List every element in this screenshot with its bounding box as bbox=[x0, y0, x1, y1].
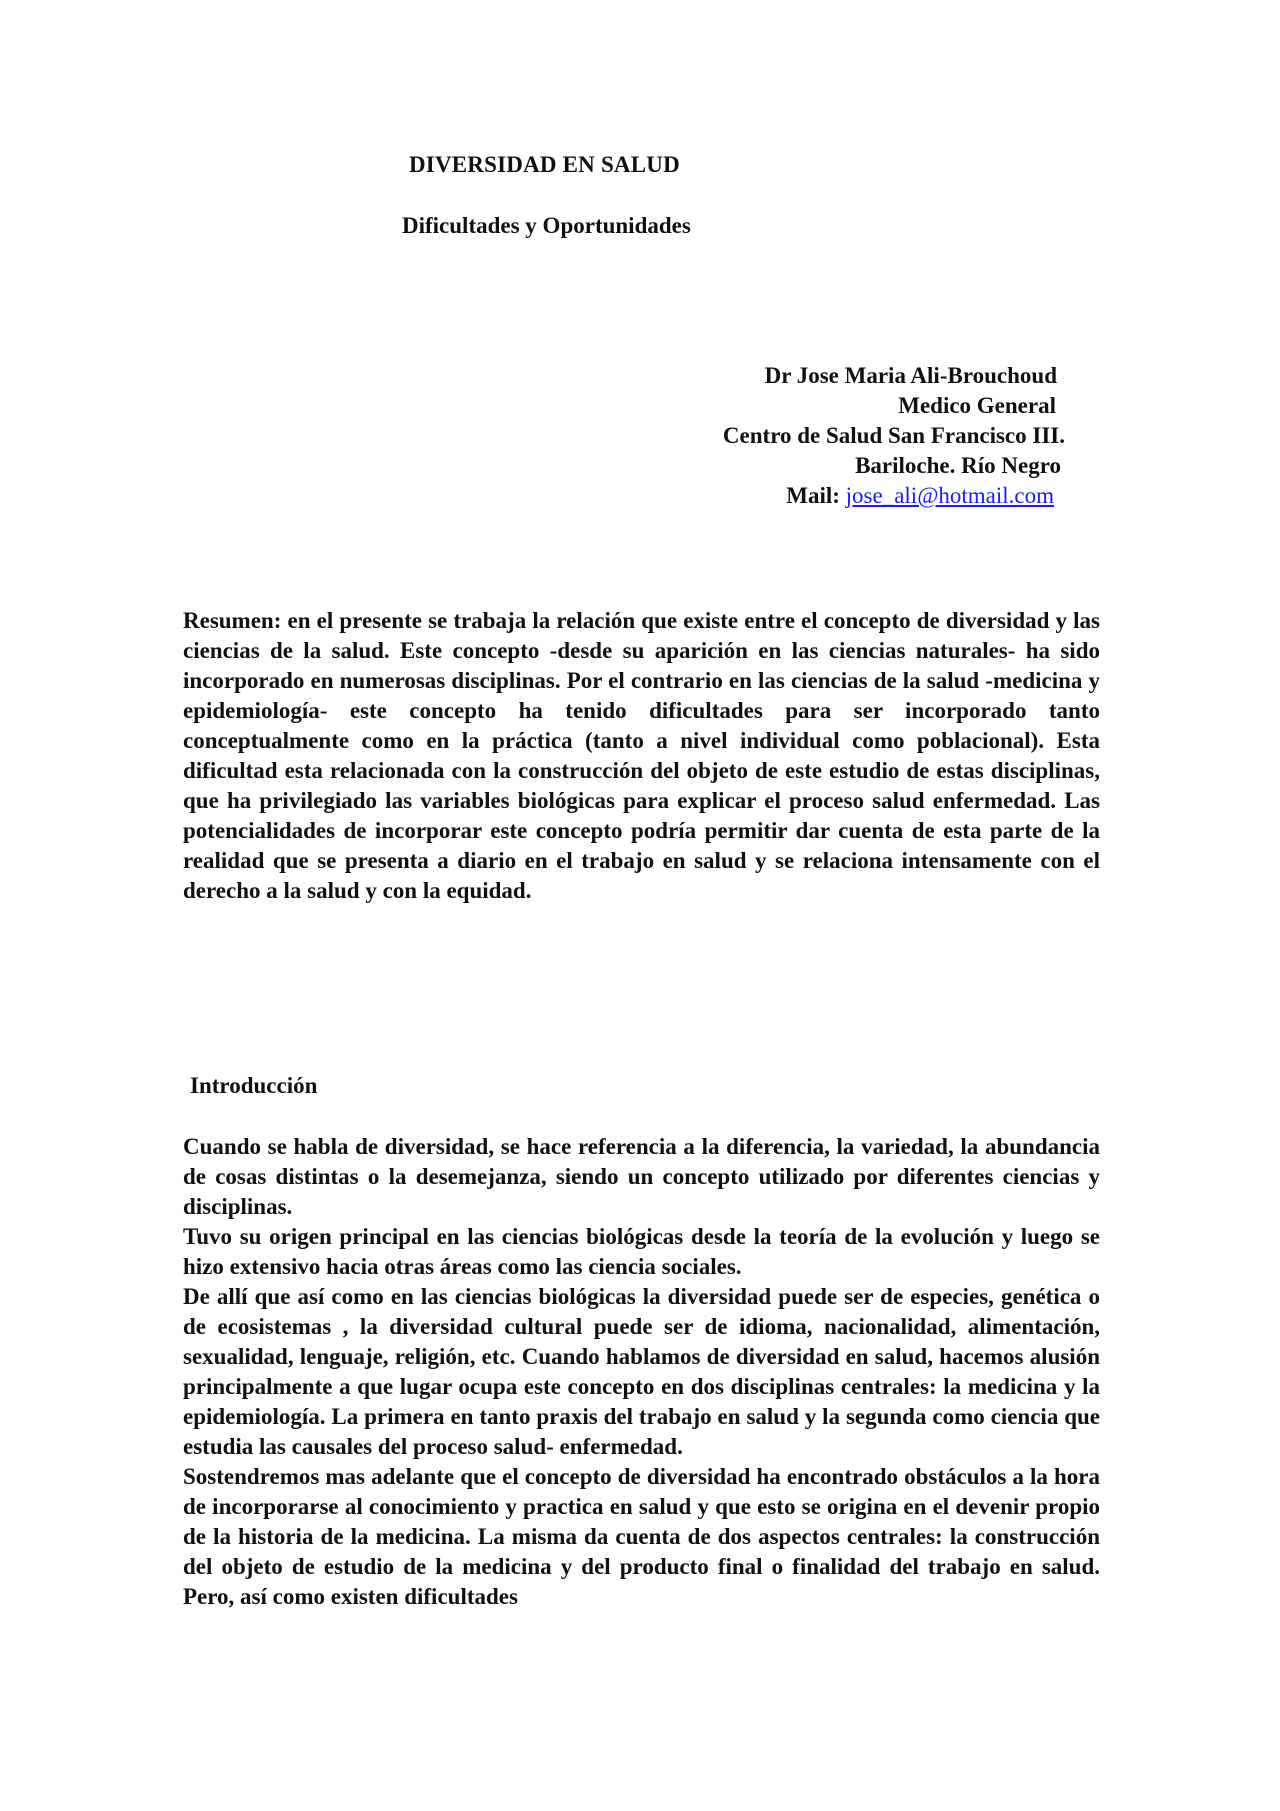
introduction-heading: Introducción bbox=[190, 1073, 318, 1098]
intro-paragraph: Sostendremos mas adelante que el concepto de diversidad ha encontrado obstáculos a la hora de incorporarse al conocimiento y practica en salud y que esto se origina en el devenir propio de la historia de la medicina. La misma da cuenta de dos aspectos centrales: la construcción del objeto de estudio de la medicina y del producto final o finalidad del trabajo en salud. Pero, así como existen dificultades bbox=[183, 1464, 1100, 1609]
introduction-body bbox=[183, 1132, 1100, 1612]
intro-paragraph: Cuando se habla de diversidad, se hace referencia a la diferencia, la variedad, la abundancia de cosas distintas o la desemejanza, siendo un concepto utilizado por diferentes ciencias y disciplinas. bbox=[183, 1134, 1100, 1219]
author-role: Medico General bbox=[898, 393, 1056, 418]
author-name: Dr Jose Maria Ali-Brouchoud bbox=[764, 363, 1057, 388]
document-title: DIVERSIDAD EN SALUD bbox=[409, 152, 680, 177]
author-location: Bariloche. Río Negro bbox=[855, 453, 1061, 478]
author-mail-line bbox=[723, 481, 1065, 511]
mail-link[interactable]: jose_ali@hotmail.com bbox=[845, 483, 1054, 508]
intro-paragraph: Tuvo su origen principal en las ciencias biológicas desde la teoría de la evolución y luego se hizo extensivo hacia otras áreas como las ciencia sociales. bbox=[183, 1224, 1100, 1279]
mail-label: Mail: bbox=[786, 483, 840, 508]
intro-paragraph: De allí que así como en las ciencias biológicas la diversidad puede ser de especies, genética o de ecosistemas , la diversidad cultural puede ser de idioma, nacionalidad, alimentación, sexualidad, lenguaje, religión, etc. Cuando hablamos de diversidad en salud, hacemos alusión principalmente a que lugar ocupa este concepto en dos disciplinas centrales: la medicina y la epidemiología. La primera en tanto praxis del trabajo en salud y la segunda como ciencia que estudia las causales del proceso salud- enfermedad. bbox=[183, 1284, 1100, 1459]
document-subtitle: Dificultades y Oportunidades bbox=[402, 213, 691, 238]
author-institution: Centro de Salud San Francisco III. bbox=[722, 423, 1065, 448]
author-block bbox=[723, 361, 1065, 511]
abstract-paragraph: Resumen: en el presente se trabaja la relación que existe entre el concepto de diversidad y las ciencias de la salud. Este concepto -desde su aparición en las ciencias naturales- ha sido incorporado en numerosas disciplinas. Por el contrario en las ciencias de la salud -medicina y epidemiología- este concepto ha tenido dificultades para ser incorporado tanto conceptualmente como en la práctica (tanto a nivel individual como poblacional). Esta dificultad esta relacionada con la construcción del objeto de este estudio de estas disciplinas, que ha privilegiado las variables biológicas para explicar el proceso salud enfermedad. Las potencialidades de incorporar este concepto podría permitir dar cuenta de esta parte de la realidad que se presenta a diario en el trabajo en salud y se relaciona intensamente con el derecho a la salud y con la equidad. bbox=[183, 608, 1100, 903]
